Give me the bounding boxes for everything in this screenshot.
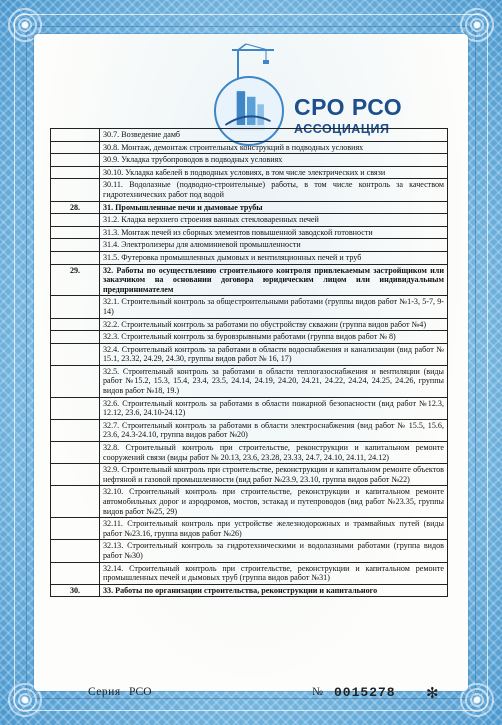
row-text: 32.2. Строительный контроль за работами по обустройству скважин (группа видов работ №4): [103, 319, 427, 329]
table-row: [50, 202, 448, 215]
row-text: 32.10. Строительный контроль при строительстве, реконструкции и капитальном ремонте автомобильных дорог и аэродромов, мостов, эстакад и путепроводов (вид работ №23.35, группы видов работ №25, 29): [103, 487, 444, 516]
table-row: [50, 563, 448, 585]
table-row: [50, 464, 448, 486]
row-number: [51, 344, 100, 365]
row-text: 30.9. Укладка трубопроводов в подводных условиях: [103, 155, 283, 165]
row-number: [51, 464, 100, 485]
table-row: [50, 167, 448, 180]
row-text: 31. Промышленные печи и дымовые трубы: [103, 202, 263, 212]
row-text: 32.11. Строительный контроль при устройстве железнодорожных и трамвайных путей (виды работ №23.16, группа видов работ №26): [103, 519, 444, 538]
certificate-footer: [34, 686, 468, 706]
row-number: [51, 486, 100, 517]
table-row: [50, 319, 448, 332]
table-row: [50, 331, 448, 344]
row-number: 29.: [51, 265, 100, 296]
row-number: [51, 142, 100, 154]
table-row: [50, 179, 448, 201]
row-number: [51, 563, 100, 584]
table-row: [50, 344, 448, 366]
row-number: [51, 296, 100, 317]
row-number: [51, 518, 100, 539]
row-number: [51, 129, 100, 141]
table-row: [50, 585, 448, 598]
star-icon: ✻: [426, 686, 439, 702]
row-text: 32.6. Строительный контроль за работами в области пожарной безопасности (вид работ №12.3, 12.12, 23.6, 24.10-24.12): [103, 398, 444, 418]
row-text: 32.1. Строительный контроль за общестроительными работами (группы видов работ №1-3, 5-7, 9-14): [103, 297, 444, 316]
row-number: [51, 319, 100, 331]
row-text: 31.4. Электролизеры для алюминиевой промышленности: [103, 240, 301, 250]
row-text: 30.10. Укладка кабелей в подводных условиях, в том числе электрических и связи: [103, 167, 386, 177]
logo-title: СРО РСО: [294, 94, 403, 120]
row-text: 32.8. Строительный контроль при строительстве, реконструкции и капитальном ремонте сооружений связи (виды работ № 20.13, 23.6, 23.28, 23.33, 24.7, 24.10, 24.11, 24.12): [103, 443, 444, 462]
works-table: [50, 128, 448, 597]
row-number: 28.: [51, 202, 100, 214]
row-number: [51, 442, 100, 463]
table-row: [50, 442, 448, 464]
certificate-number: 0015278: [334, 685, 396, 700]
table-row: [50, 265, 448, 297]
table-row: [50, 154, 448, 167]
row-text: 31.2. Кладка верхнего строения ванных стекловаренных печей: [103, 215, 319, 225]
row-number: [51, 239, 100, 251]
table-row: [50, 518, 448, 540]
row-text: 33. Работы по организации строительства, реконструкции и капитального: [103, 585, 378, 595]
logo-subtitle: АССОЦИАЦИЯ: [294, 122, 390, 136]
row-number: [51, 252, 100, 264]
series-label: Серия: [88, 686, 121, 698]
row-text: 32.14. Строительный контроль при строительстве, реконструкции и капитальном ремонте промышленных печей и дымовых труб (группа видов работ №31): [103, 563, 444, 583]
number-label: №: [312, 686, 323, 698]
row-text: 30.8. Монтаж, демонтаж строительных конструкций в подводных условиях: [103, 142, 364, 152]
row-number: [51, 331, 100, 343]
row-text: 30.11. Водолазные (подводно-строительные) работы, в том числе контроль за качеством гидротехнических работ под водой: [103, 180, 444, 199]
row-number: [51, 154, 100, 166]
row-text: 32.4. Строительный контроль за работами в области водоснабжения и канализации (вид работ № 15.1, 23.32, 24.29, 24.30, группы видов работ № 16, 17): [103, 344, 444, 364]
row-text: 32.9. Строительный контроль при строительстве, реконструкции и капитальном ремонте объектов нефтяной и газовой промышленности (вид работ №23.9, 23.10, группа видов работ №22): [103, 465, 444, 484]
table-row: [50, 486, 448, 518]
table-row: [50, 540, 448, 562]
row-text: 32.5. Строительный контроль за работами в области теплогазоснабжения и вентиляции (виды работ №15.2, 15.3, 15.4, 23.4, 23.5, 24.14, 24.19, 24.20, 24.21, 24.22, 24.24, 24.25, 24.26, группы видов работ №18, 19.): [103, 366, 444, 396]
row-text: 32.13. Строительный контроль за гидротехническими и водолазными работами (группа видов работ №30): [103, 541, 444, 560]
table-row: [50, 239, 448, 252]
table-row: [50, 252, 448, 265]
table-row: [50, 227, 448, 240]
table-row: [50, 142, 448, 155]
row-number: [51, 214, 100, 226]
row-number: [51, 179, 100, 200]
table-row: [50, 128, 448, 142]
row-number: [51, 366, 100, 397]
row-number: [51, 540, 100, 561]
table-row: [50, 214, 448, 227]
row-text: 31.3. Монтаж печей из сборных элементов повышенной заводской готовности: [103, 227, 373, 237]
row-number: [51, 398, 100, 419]
row-text: 32.3. Строительный контроль за буровзрывными работами (группа видов работ № 8): [103, 332, 396, 342]
row-text: 31.5. Футеровка промышленных дымовых и вентиляционных печей и труб: [103, 252, 362, 262]
row-number: [51, 167, 100, 179]
table-row: [50, 296, 448, 318]
row-number: [51, 227, 100, 239]
table-row: [50, 398, 448, 420]
row-text: 32.7. Строительный контроль за работами в области электроснабжения (вид работ № 15.5, 15.6, 23.6, 24.3-24.10, группа видов работ №20): [103, 420, 444, 440]
table-row: [50, 420, 448, 442]
row-number: [51, 420, 100, 441]
row-text: 30.7. Возведение дамб: [103, 130, 181, 139]
row-text: 32. Работы по осуществлению строительного контроля привлекаемым застройщиком или заказчиком на основании договора юридическим лицом или индивидуальным предпринимателем: [103, 265, 444, 294]
table-row: [50, 366, 448, 398]
row-number: 30.: [51, 585, 100, 597]
series-value: РСО: [129, 686, 152, 698]
